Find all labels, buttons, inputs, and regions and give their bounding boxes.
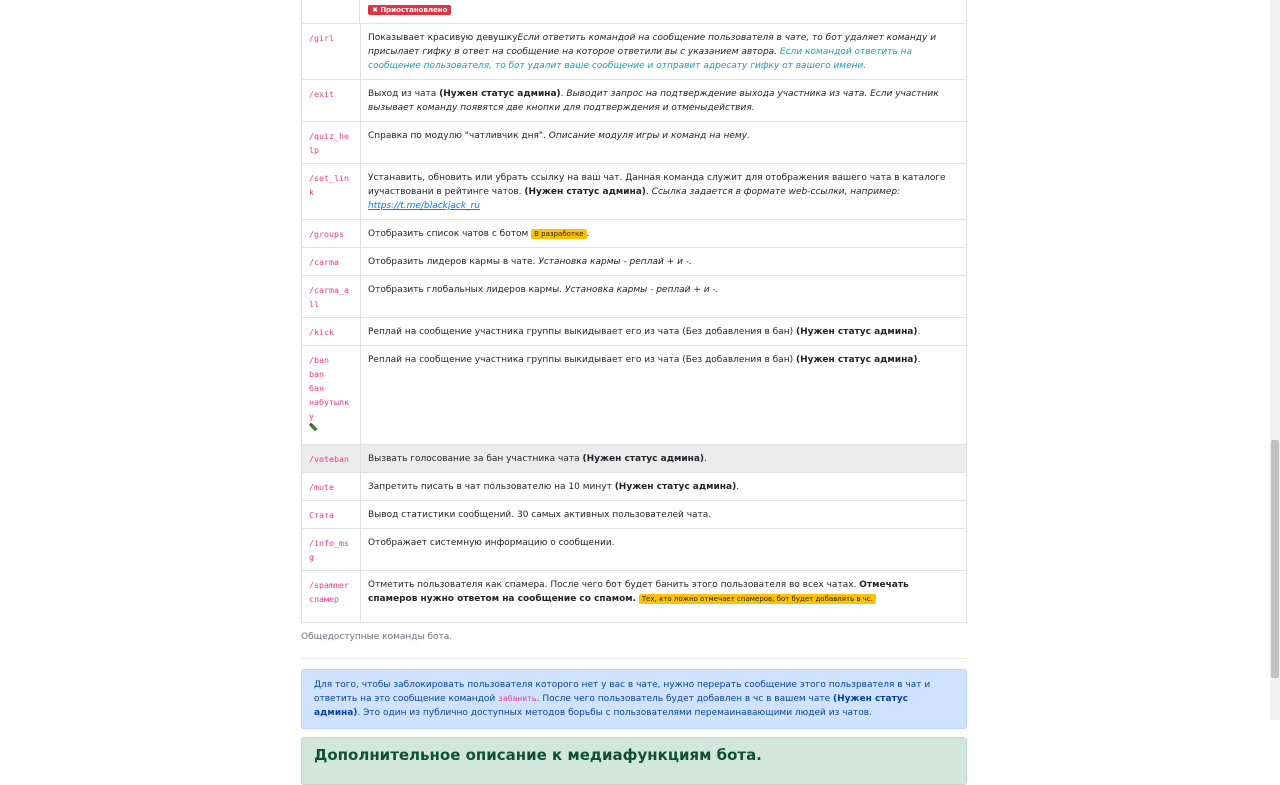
description-cell xyxy=(361,318,967,346)
command-name: /quiz_help xyxy=(309,131,349,155)
description-cell xyxy=(361,248,967,276)
content-container xyxy=(301,0,967,785)
scrollbar-thumb[interactable] xyxy=(1271,440,1279,678)
command-name: /spammer xyxy=(309,580,349,590)
table-row xyxy=(302,318,967,346)
command-name: ban xyxy=(309,369,324,379)
command-cell xyxy=(302,571,361,623)
command-cell xyxy=(302,346,361,445)
table-row xyxy=(302,346,967,445)
command-cell xyxy=(302,80,361,122)
description-text: (Нужен статус админа) xyxy=(582,454,705,464)
description-text: Вывод статистики сообщений. 30 самых активных пользователей чата. xyxy=(368,510,712,520)
description-text: Ссылка задается в формате web-ссылки, например: xyxy=(651,187,901,197)
table-row xyxy=(302,445,967,473)
info-alert: Для того, чтобы заблокировать пользователя которого нет у вас в чате, нужно перерать сообщение этого пользрвателя в чат и ответить на это сообщение командой забанить. После чего пользователь будет добавлен в чс в вашем чате (Нужен статус админа). Это один из публично доступных методов борьбы с пользователями перемаинавающими людей из чатов. xyxy=(301,669,967,729)
description-cell xyxy=(361,122,967,164)
description-text: . xyxy=(704,454,707,464)
table-row xyxy=(302,248,967,276)
command-cell xyxy=(302,501,361,529)
description-text: . xyxy=(586,229,590,239)
description-text: Реплай на сообщение участника группы выкидывает его из чата (Без добавления в бан) xyxy=(368,327,796,337)
top-row-fragment xyxy=(301,0,967,23)
description-text: (Нужен статус админа) xyxy=(795,355,918,365)
description-text: Отображает системную информацию о сообщении. xyxy=(368,538,615,548)
table-row xyxy=(302,122,967,164)
description-cell xyxy=(361,220,967,248)
status-badge-suspended: ✖ Приостановлено xyxy=(368,5,451,15)
command-name: /groups xyxy=(309,229,344,239)
command-name: /set_link xyxy=(309,173,349,197)
description-text: Вызвать голосование за бан участника чата xyxy=(368,454,583,464)
command-cell xyxy=(302,164,361,220)
description-cell xyxy=(361,529,967,571)
command-cell xyxy=(302,473,361,501)
description-text: Отмечать спамеров нужно ответом на сообщение со спамом. xyxy=(368,580,909,604)
description-text: Справка по модулю "чатливчик дня". xyxy=(368,131,549,141)
bottle-icon xyxy=(309,423,353,438)
description-cell xyxy=(361,571,967,623)
description-text: . xyxy=(736,482,740,492)
description-text: Устанавить, обновить или убрать ссылку на ваш чат. Данная команда служит для отображения вашего чата в каталоге иучаствовани в рейтинге чатов. xyxy=(368,173,946,197)
description-cell xyxy=(361,276,967,318)
description-text: Запретить писать в чат пользователю на 10 минут xyxy=(368,482,615,492)
commands-table xyxy=(301,23,967,623)
table-caption: Общедоступные команды бота. xyxy=(301,632,453,642)
table-row xyxy=(302,571,967,623)
description-text: . xyxy=(917,327,921,337)
warning-badge: Тех, кто ложно отмечает спамеров, бот будет добавлять в чс. xyxy=(639,594,876,604)
divider xyxy=(301,658,967,659)
command-name: /voteban xyxy=(309,454,349,464)
command-name: /carma xyxy=(309,257,339,267)
table-row xyxy=(302,473,967,501)
command-name: набутылку xyxy=(309,397,349,421)
command-name: /info_msg xyxy=(309,538,349,562)
command-name: Стата xyxy=(309,510,334,520)
description-cell xyxy=(361,445,967,473)
description-cell xyxy=(361,346,967,445)
description-text: Отобразить глобальных лидеров кармы. xyxy=(368,285,565,295)
description-text: Показывает красивую девушку xyxy=(368,33,518,43)
description-text: (Нужен статус админа) xyxy=(439,89,561,99)
page-scrollbar[interactable] xyxy=(1270,0,1280,720)
command-name: /mute xyxy=(309,482,334,492)
description-text: Отобразить список чатов с ботом xyxy=(368,229,532,239)
table-row xyxy=(302,276,967,318)
command-cell xyxy=(302,529,361,571)
command-name: /kick xyxy=(309,327,334,337)
table-row xyxy=(302,501,967,529)
command-cell xyxy=(302,122,361,164)
command-cell xyxy=(302,248,361,276)
description-cell xyxy=(361,80,967,122)
description-text: Установка кармы - реплай + и -. xyxy=(538,257,692,267)
ban-command-code: забанить xyxy=(498,694,537,703)
info-link[interactable]: Если командой ответить на сообщение пользователя, то бот удалит ваше сообщение и отправит адресату гифку от вашего имени. xyxy=(368,47,913,71)
description-cell xyxy=(361,24,967,80)
description-text: Выход из чата xyxy=(368,89,440,99)
table-row xyxy=(302,164,967,220)
description-text: Если ответить командой на сообщение пользователя в чате, то бот удаляет команду и присылает гифку в ответ на сообщение на которое ответили вы с указанием автора. xyxy=(368,33,937,57)
description-text: Установка кармы - реплай + и -. xyxy=(564,285,719,295)
description-text: . xyxy=(645,187,652,197)
table-row xyxy=(302,80,967,122)
description-cell xyxy=(361,501,967,529)
example-url-link[interactable]: https://t.me/blackjack_ru xyxy=(368,201,480,211)
command-name: /girl xyxy=(309,33,334,43)
description-cell xyxy=(361,473,967,501)
description-text: Отметить пользователя как спамера. После чего бот будет банить этого пользователя во всех чатах. xyxy=(368,580,860,590)
cross-icon: ✖ xyxy=(372,6,378,14)
command-name: /exit xyxy=(309,89,334,99)
description-text: (Нужен статус админа) xyxy=(524,187,646,197)
description-text: . xyxy=(917,355,921,365)
description-text: (Нужен статус админа) xyxy=(795,327,918,337)
command-cell xyxy=(302,318,361,346)
command-cell xyxy=(302,220,361,248)
command-name: спамер xyxy=(309,594,339,604)
description-text: Выводит запрос на подтверждение выхода участника из чата. Если участник вызывает команду появятся две кнопки для подтверждения и отменыдействия. xyxy=(368,89,939,113)
table-row xyxy=(302,24,967,80)
table-row xyxy=(302,220,967,248)
command-cell xyxy=(302,445,361,473)
description-text: Реплай на сообщение участника группы выкидывает его из чата (Без добавления в бан) xyxy=(368,355,796,365)
description-text: (Нужен статус админа) xyxy=(614,482,737,492)
command-cell xyxy=(302,24,361,80)
table-row xyxy=(302,529,967,571)
command-cell xyxy=(302,276,361,318)
command-name: /ban xyxy=(309,355,329,365)
media-functions-heading: Дополнительное описание к медиафункциям бота. xyxy=(301,737,967,785)
description-text: . xyxy=(560,89,567,99)
command-name: бан xyxy=(309,383,324,393)
warning-badge: В разработке xyxy=(531,229,586,239)
description-text: Описание модуля игры и команд на нему. xyxy=(548,131,750,141)
description-cell xyxy=(361,164,967,220)
command-name: /carma_all xyxy=(309,285,349,309)
description-text: Отобразить лидеров кармы в чате. xyxy=(368,257,539,267)
